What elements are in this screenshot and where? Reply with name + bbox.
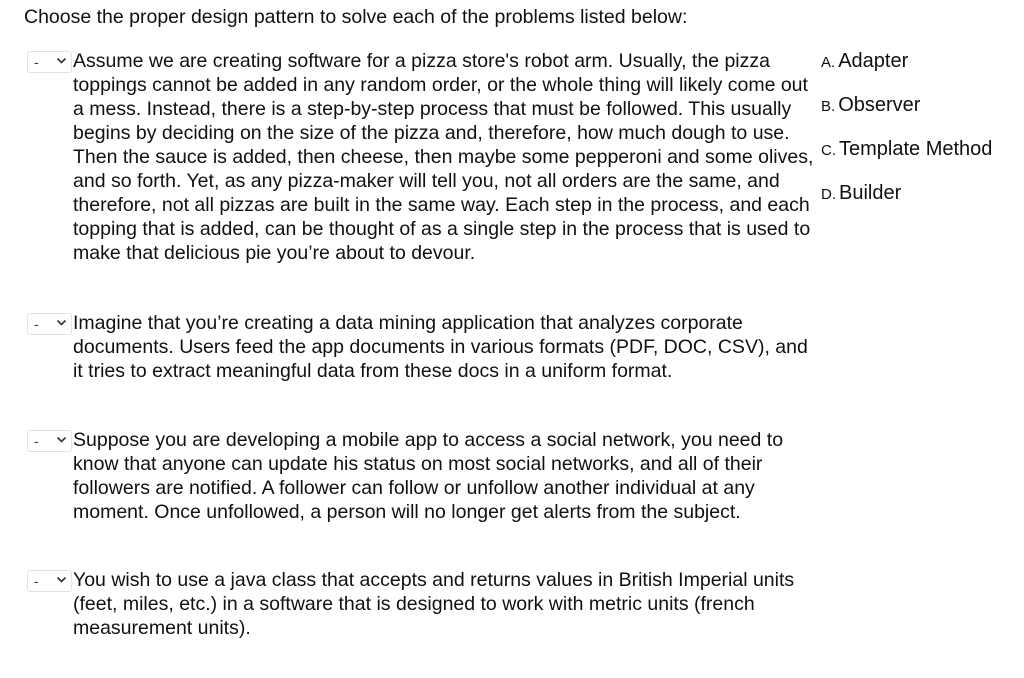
option-label: Builder — [839, 182, 902, 204]
instructions: Choose the proper design pattern to solve each of the problems listed below: — [24, 6, 688, 28]
option-label: Observer — [838, 94, 921, 116]
answer-select-1[interactable] — [27, 51, 72, 73]
answer-option-d — [821, 181, 992, 225]
option-letter: D. — [821, 186, 836, 203]
option-letter: C. — [821, 142, 836, 159]
answer-option-c — [821, 137, 992, 181]
question-text: Assume we are creating software for a pizza store's robot arm. Usually, the pizza toppings cannot be added in any random order, or the whole thing will likely come out a mess. Instead, there is a step-by-step process that must be followed. This usually begins by deciding on the size of the pizza and, therefore, how much dough to use. Then the sauce is added, then cheese, then maybe some pepperoni and some olives, and so forth. Yet, as any pizza-maker will tell you, not all orders are the same, and therefore, not all pizzas are built in the same way. Each step in the process, and each topping that is added, can be thought of as a single step in the process that is used to make that delicious pie you’re about to devour. — [73, 50, 814, 264]
answer-select-2[interactable] — [27, 313, 72, 335]
chevron-down-icon — [56, 319, 67, 327]
option-letter: A. — [821, 54, 836, 71]
question-text: You wish to use a java class that accepts and returns values in British Imperial units (feet, miles, etc.) in a software that is designed to work with metric units (french measurement units). — [73, 569, 795, 639]
question-text: Imagine that you’re creating a data mining application that analyzes corporate documents. Users feed the app documents in various formats (PDF, DOC, CSV), and it tries to extract meaningful data from these docs in a uniform format. — [73, 312, 808, 382]
option-label: Adapter — [838, 50, 909, 72]
answer-option-b — [821, 93, 992, 137]
answer-options-list — [821, 49, 992, 225]
option-letter: B. — [821, 98, 836, 115]
chevron-down-icon — [56, 57, 67, 65]
selected-value: - — [34, 316, 39, 332]
option-label: Template Method — [839, 138, 993, 160]
answer-option-a — [821, 49, 992, 93]
chevron-down-icon — [56, 576, 67, 584]
selected-value: - — [34, 54, 39, 70]
answer-select-4[interactable] — [27, 570, 72, 592]
selected-value: - — [34, 433, 39, 449]
question-text: Suppose you are developing a mobile app to access a social network, you need to know that anyone can update his status on most social networks, and all of their followers are notified. A follower can follow or unfollow another individual at any moment. Once unfollowed, a person will no longer get alerts from the subject. — [73, 429, 784, 523]
chevron-down-icon — [56, 436, 67, 444]
selected-value: - — [34, 573, 39, 589]
answer-select-3[interactable] — [27, 430, 72, 452]
